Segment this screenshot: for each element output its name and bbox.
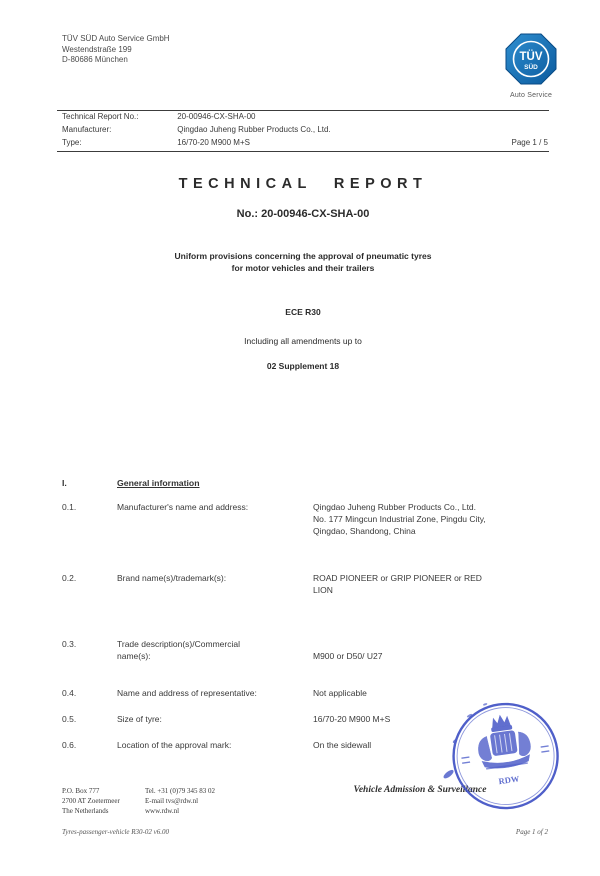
report-number-row xyxy=(62,112,549,121)
item-value-line: On the sidewall xyxy=(313,740,372,750)
footer-website: www.rdw.nl xyxy=(145,807,180,815)
item-value-line: LION xyxy=(313,585,333,595)
item-label: Brand name(s)/trademark(s): xyxy=(117,573,227,583)
footer-address-line: 2700 AT Zoetermeer xyxy=(62,797,120,805)
footer-postal-address xyxy=(62,786,120,816)
rdw-stamp xyxy=(430,685,583,833)
logo-sud-text: SÜD xyxy=(524,64,538,71)
logo-tuv-text: TÜV xyxy=(519,51,543,63)
item-value xyxy=(313,713,555,725)
footer-contact xyxy=(145,786,215,816)
company-street: Westendstraße 199 xyxy=(62,44,132,54)
item-label: Location of the approval mark: xyxy=(117,740,232,750)
item-label: Manufacturer's name and address: xyxy=(117,502,249,512)
item-number: 0.2. xyxy=(62,573,77,583)
footer-page-indicator: Page 1 of 2 xyxy=(515,828,548,836)
item-value xyxy=(313,650,555,662)
header-page-indicator: Page 1 / 5 xyxy=(511,138,548,147)
rdw-stamp-icon xyxy=(430,685,583,833)
item-label-line: name(s): xyxy=(117,651,151,661)
item-value xyxy=(313,572,555,596)
type-label: Type: xyxy=(62,138,82,147)
item-value xyxy=(313,739,555,751)
report-title-number: No.: 20-00946-CX-SHA-00 xyxy=(236,208,370,220)
tuv-sud-logo xyxy=(503,33,559,99)
item-value-line: Not applicable xyxy=(313,688,367,698)
item-number: 0.1. xyxy=(62,502,77,512)
regulation-code: ECE R30 xyxy=(285,307,321,317)
item-value-line: ROAD PIONEER or GRIP PIONEER or RED xyxy=(313,573,482,583)
logo-caption: Auto Service xyxy=(509,92,553,99)
item-label: Size of tyre: xyxy=(117,714,162,724)
report-title-word1: TECHNICAL xyxy=(178,176,312,192)
item-number: 0.5. xyxy=(62,714,77,724)
report-title-word2: REPORT xyxy=(333,176,428,192)
item-label-line: Trade description(s)/Commercial xyxy=(117,639,240,649)
item-value-line: No. 177 Mingcun Industrial Zone, Pingdu City, xyxy=(313,514,486,524)
section-number: I. xyxy=(62,478,67,488)
report-number-label: Technical Report No.: xyxy=(62,112,139,121)
item-value-line: Qingdao, Shandong, China xyxy=(313,526,416,536)
item-value-line: Qingdao Juheng Rubber Products Co., Ltd. xyxy=(313,502,477,512)
footer-email: E-mail tvs@rdw.nl xyxy=(145,797,199,805)
company-address xyxy=(62,34,170,66)
header-rule-bottom xyxy=(57,151,549,152)
type-value: 16/70-20 M900 M+S xyxy=(177,138,250,147)
company-name: TÜV SÜD Auto Service GmbH xyxy=(62,34,170,43)
item-label xyxy=(117,638,309,662)
footer-doc-code: Tyres-passenger-vehicle R30-02 v6.00 xyxy=(62,828,169,836)
item-label: Name and address of representative: xyxy=(117,688,257,698)
item-value-line: 16/70-20 M900 M+S xyxy=(313,714,391,724)
regulation-subject xyxy=(57,250,549,274)
regulation-subject-line1: Uniform provisions concerning the approval of pneumatic tyres xyxy=(174,251,432,261)
manufacturer-row xyxy=(62,125,549,134)
header-rule-top xyxy=(57,110,549,111)
item-number: 0.6. xyxy=(62,740,77,750)
tuv-sud-octagon-icon xyxy=(505,33,557,85)
report-number-value: 20-00946-CX-SHA-00 xyxy=(177,112,256,121)
manufacturer-label: Manufacturer: xyxy=(62,125,112,134)
item-value xyxy=(313,501,555,537)
item-value-line: M900 or D50/ U27 xyxy=(313,651,383,661)
regulation-subject-line2: for motor vehicles and their trailers xyxy=(231,263,375,273)
report-title xyxy=(57,176,549,192)
section-title: General information xyxy=(117,478,200,488)
amendments-note: Including all amendments up to xyxy=(244,336,362,346)
footer-department: Vehicle Admission & Surveillance xyxy=(353,785,487,795)
rdw-stamp-text: RDW xyxy=(497,773,520,787)
supplement-note: 02 Supplement 18 xyxy=(266,361,340,371)
footer-phone: Tel. +31 (0)79 345 83 02 xyxy=(145,787,215,795)
item-number: 0.3. xyxy=(62,639,77,649)
manufacturer-value: Qingdao Juheng Rubber Products Co., Ltd. xyxy=(177,125,331,134)
item-value xyxy=(313,687,555,699)
footer-address-line: The Netherlands xyxy=(62,807,109,815)
item-number: 0.4. xyxy=(62,688,77,698)
footer-address-line: P.O. Box 777 xyxy=(62,787,100,795)
company-city: D-80686 München xyxy=(62,55,128,64)
